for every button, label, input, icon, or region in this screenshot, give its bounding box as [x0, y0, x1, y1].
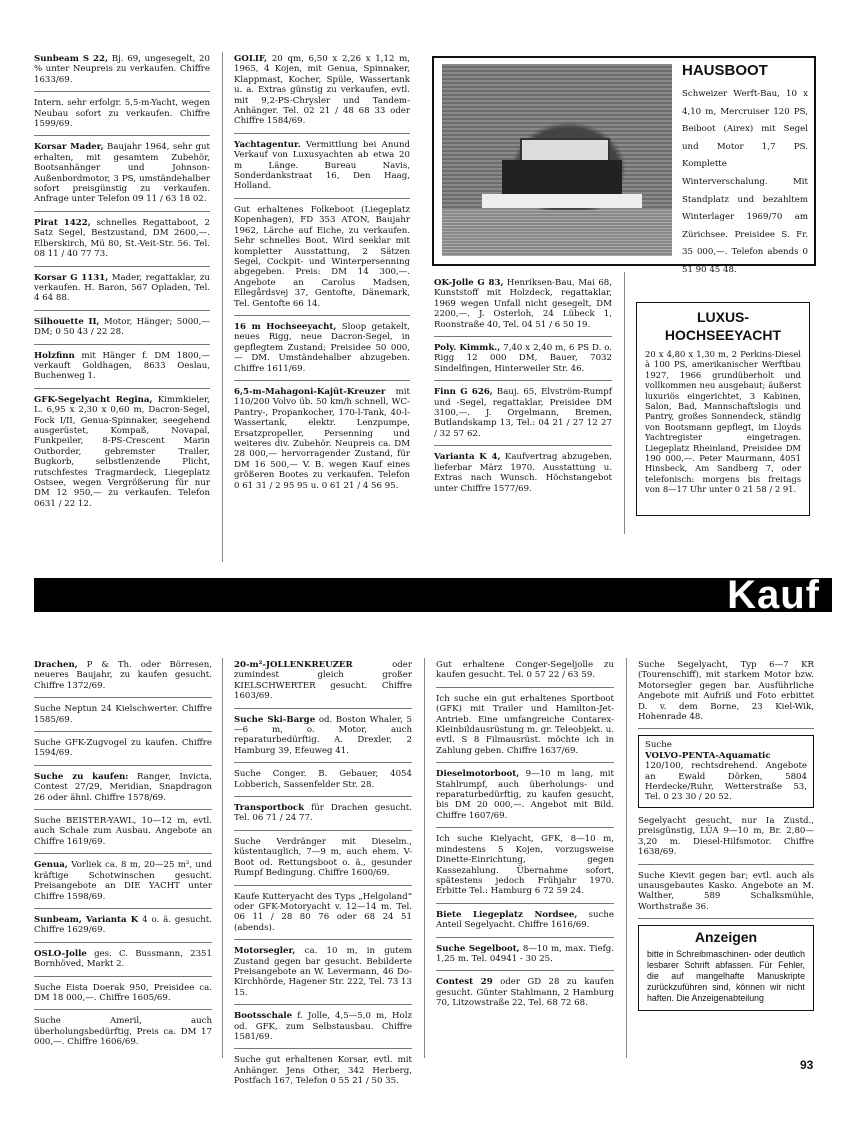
ad-text: Gut erhaltenes Folkeboot (Liegeplatz Kopenhagen), FD 353 ATON, Baujahr 1962, Lärche auf Eiche, zu verkaufen. Sehr schnelles Boot. Wird seeklar mit kompletter Ausstattung, 2 Sätzen Segel, Cockpit- und Winterpersenning abgegeben. Preis: DM 14 300,—. Angebote an Carolus Madsen, Ellegårdsvej 37, Gentofte, Dänemark, Tel. Gentofte 66 14. [234, 204, 410, 309]
ad-headline: Pirat 1422, [34, 217, 91, 228]
bottom-column-2 [234, 660, 412, 1099]
ad-text: Suche GFK-Zugvogel zu kaufen. Chiffre 1594/69. [34, 738, 212, 759]
classified-ad [234, 803, 412, 831]
ad-text: 8—10 m, max. Tiefg. 1,25 m. Tel. 04941 - 30 25. [436, 943, 614, 964]
classified-ad [436, 910, 614, 938]
volvo-line-2: VOLVO-PENTA-Aquamatic [645, 750, 771, 761]
classified-ad [234, 715, 412, 764]
classified-ad [434, 452, 612, 500]
classified-ad [234, 660, 412, 709]
classified-ad [34, 142, 210, 211]
column-divider [626, 658, 627, 1058]
ad-headline: Sunbeam S 22, [34, 54, 109, 64]
ad-text: P & Th. oder Börresen, neueres Baujahr, zu kaufen gesucht. Chiffre 1372/69. [34, 660, 212, 691]
luxus-text: 20 x 4,80 x 1,30 m, 2 Perkins-Diesel à 100 PS, amerikanischer Werftbau 1927, 1966 grundüberholt und vollkommen neu ausgebaut; äußerst luxuriös eingerichtet, 3 Kabinen, Salon, Bad, Mannschaftslogis und Pantry, großes Sonnendeck, ständig von Bootsmann gepflegt, im Lloyds Yachtregister eingetragen. Liegeplatz Rheinland, Preisidee DM 190 000,—. Peter Maurmann, 4051 Hinsbeck, Am Sandberg 7, oder telefonisch: morgens bis freitags von 8—17 Uhr unter 0 21 58 / 2 91. [645, 349, 801, 495]
ad-text: oder GD 28 zu kaufen gesucht. Günter Stahlmann, 2 Hamburg 70, Litzowstraße 22, Tel. 68 72 68. [436, 977, 614, 1009]
classified-ad [234, 54, 410, 134]
classified-ad [434, 343, 612, 381]
column-divider [624, 272, 625, 534]
classified-ad [34, 273, 210, 311]
top-column-2 [234, 54, 410, 503]
ad-text: ges. C. Bussmann, 2351 Bornhöved, Markt 2. [34, 948, 212, 970]
ad-headline: Contest 29 [436, 977, 493, 988]
ad-headline: Varianta K 4, [434, 452, 501, 463]
classified-ad [436, 834, 614, 903]
ad-text: Ranger, Invicta, Contest 27/29, Meridian, Snapdragon 26 oder ähnl. Chiffre 1578/69. [34, 771, 212, 803]
classified-ad [34, 1016, 212, 1053]
ad-text: Sloop getakelt, neues Rigg, neue Dacron-Segel, in gepflegtem Zustand; Preisidee 50 000,— DM. Umständehalber abzugeben. Chiffre 1611/69. [234, 321, 410, 374]
ad-text: für Drachen gesucht. Tel. 06 71 / 24 77. [234, 803, 412, 824]
ad-text: Kaufvertrag abzugeben, lieferbar März 1970. Ausstattung u. Extras nach Wunsch. Höchstangebot unter Chiffre 1577/69. [434, 452, 612, 494]
bottom-column-1 [34, 660, 212, 1060]
classified-ad [436, 660, 614, 688]
classified-ad [234, 769, 412, 797]
ad-text: Suche BEISTER-YAWL, 10—12 m, evtl. auch Schale zum Ausbau. Angebote an Chiffre 1619/69. [34, 816, 212, 847]
ad-text: 9—10 m lang, mit Stahlrumpf, auch überholungs- und reparaturbedürftig, zu kaufen gesucht, bis DM 20 000,—. Angebot mit Bild. Chiffre 1607/69. [436, 769, 614, 821]
ad-text: 4 o. ä. gesucht. Chiffre 1629/69. [34, 914, 212, 936]
page-number: 93 [800, 1058, 814, 1072]
ad-headline: OSLO-Jolle [34, 948, 87, 959]
ad-headline: Finn G 626, [434, 387, 493, 398]
column-divider [222, 52, 223, 562]
anzeigen-title: Anzeigen [694, 929, 758, 946]
ad-text: ca. 10 m, in gutem Zustand gegen bar gesucht. Bebilderte Preisangebote an W. Levermann, 46 Do-Kirchhörde, Hagener Str. 222, Tel. 73 13 15. [234, 946, 412, 998]
ad-headline: Dieselmotorboot, [436, 769, 520, 780]
houseboat-photo [442, 64, 672, 256]
ad-text: Suche Eista Doerak 950, Preisidee ca. DM 18 000,—. Chiffre 1605/69. [34, 982, 212, 1003]
luxus-hochseeyacht-ad [636, 302, 810, 516]
anzeigen-notice [638, 925, 814, 1010]
classified-ad [234, 140, 410, 199]
ad-headline: Korsar G 1131, [34, 272, 109, 283]
classified-ad [34, 54, 210, 92]
ad-text: mit Hänger f. DM 1800,— verkauft Goldhagen, 8633 Oeslau, Buchenweg 1. [34, 350, 210, 382]
classified-ad [436, 769, 614, 828]
ad-text: Ich suche Kielyacht, GFK, 8—10 m, mindestens 5 Kojen, vorzugsweise Dinette-Einrichtung, gegen Kassezahlung. Übernahme sofort, spätestens jedoch Frühjahr 1970. Erbitte Tel.: Hamburg 6 72 59 24. [436, 834, 614, 897]
volvo-text: 120/100, rechtsdrehend. Angebote an Ewald Dörken, 5804 Herdecke/Ruhr, Wetterstraße 53, Tel. 0 23 30 / 20 52. [645, 761, 807, 803]
ad-text: Bj. 69, ungesegelt, 20 % unter Neupreis zu verkaufen. Chiffre 1633/69. [34, 54, 210, 85]
ad-headline: Silhouette II, [34, 316, 100, 327]
bottom-column-4 [638, 660, 814, 1011]
ad-headline: Transportbock [234, 803, 305, 814]
classified-ad [34, 860, 212, 909]
classified-ad: Suche Segelyacht, Typ 6—7 KR (Tourenschiff), mit starkem Motor bzw. Motorsegler gegen bar. Ausführliche Angebote mit Aufriß und Foto erbittet D. v. dem Borne, 23 Kiel-Wik, Hohenrade 48. [638, 660, 814, 729]
ad-text: Henriksen-Bau, Mai 68, Kunststoff mit Holzdeck, regattaklar, 1969 wegen Unfall nicht gesegelt, DM 2200,—. J. Osterloh, 24 Lübeck 1, Roonstraße 40, Tel. 04 51 / 6 50 19. [434, 278, 612, 330]
classified-ad [234, 892, 412, 941]
classified-ad [436, 694, 614, 763]
volvo-penta-ad [638, 735, 814, 807]
classified-ad [234, 837, 412, 886]
ad-headline: OK-Jolle G 83, [434, 278, 504, 288]
ad-headline: Genua, [34, 860, 68, 871]
ad-text: Suche Conger. B. Gebauer, 4054 Lobberich, Sassenfelder Str. 28. [234, 769, 412, 790]
ad-text: Suche Verdränger mit Dieselm., küstentauglich, 7—9 m, auch ehem. V-Boot od. Rettungsboot o. ä., gesunder Rumpf Bedingung. Chiffre 1600/69. [234, 836, 412, 879]
ad-headline: 16 m Hochseeyacht, [234, 321, 337, 332]
ad-text: Kimmkieler, L. 6,95 x 2,30 x 0,60 m, Dacron-Segel, Fock I/II, Genua-Spinnaker, seegehend ausgerüstet, Kompaß, Novapal, Funkpeiler, 8-PS-Crescent Marin Outborder, gebremster Trailer, Bugkorb, selbstlenzende Plicht, rutschfestes Tragmardeck, Liegeplatz Ostsee, wegen Vergrößerung für nur DM 12 950,— zu verkaufen. Telefon 0631 / 22 12. [34, 394, 210, 509]
luxus-title-1: LUXUS- [696, 309, 750, 325]
bottom-column-3 [436, 660, 614, 1021]
ad-text: Suche gut erhaltenen Korsar, evtl. mit Anhänger. Jens Other, 342 Herberg, Postfach 167, Telefon 0 55 21 / 50 35. [234, 1055, 412, 1087]
classified-ad [34, 660, 212, 698]
classified-ad: Suche Kievit gegen bar; evtl. auch als unausgebautes Kasko. Angebote an M. Walther, 589 Schalksmühle, Worthstraße 36. [638, 871, 814, 920]
classified-ad [436, 977, 614, 1014]
ad-text: mit 110/200 Volvo üb. 50 km/h schnell, WC-Pantry-, Propankocher, 170-l-Tank, 40-l-Wassertank, elektr. Lenzpumpe, Ersatzpropeller, Persenning und weiteres div. Zubehör. Neupreis ca. DM 28 000,— hervorragender Zustand, für DM 16 500,— V. B. wegen Kauf eines größeren Bootes zu verkaufen. Telefon 0 61 31 / 2 95 95 u. 0 61 21 / 4 56 95. [234, 386, 410, 491]
ad-headline: Suche Ski-Barge [234, 714, 316, 725]
classified-ad [234, 205, 410, 316]
classified-ad [234, 1011, 412, 1049]
ad-text: Vermittlung bei Anund Verkauf von Luxusyachten ab etwa 20 m Länge. Bureau Navis, Sonderdankstraat 16, Den Haag, Holland. [234, 139, 410, 192]
ad-text: Ich suche ein gut erhaltenes Sportboot (GFK) mit Trailer und Hamilton-Jet-Antrieb. Eine umfangreiche Contarex-Kleinbildausrüstung m. gr. Teleobjekt. u. evtl. S 8 Filmausrüst. möchte ich in Zahlung geben. Chiffre 1637/69. [436, 693, 614, 756]
column-divider [424, 658, 425, 1058]
classified-ad [34, 218, 210, 267]
ad-headline: Drachen, [34, 660, 78, 670]
classified-ad [34, 772, 212, 810]
hausboot-title: HAUSBOOT [682, 62, 768, 79]
classified-ad [34, 983, 212, 1011]
ad-headline: Motorsegler, [234, 946, 296, 957]
hausboot-text: Schweizer Werft-Bau, 10 x 4,10 m, Mercruiser 120 PS, Beiboot (Airex) mit Segel und Motor 1,7 PS. Komplette Winterverschalung. Mit Standplatz und bezahltem Winterlager 1969/70 am Zürichsee. Preisidee S. Fr. 35 000,—. Telefon abends 0 51 90 45 48. [682, 89, 808, 275]
top-column-3 [434, 278, 612, 506]
classified-ad [234, 946, 412, 1005]
classified-ad [34, 351, 210, 389]
hausboot-ad [432, 56, 816, 275]
ad-text: od. Boston Whaler, 5—6 m, o. Motor, auch reparaturbedürftig. A. Drexler, 2 Hamburg 39, Efeuweg 41. [234, 714, 412, 756]
ad-text: Baujahr 1964, sehr gut erhalten, mit gesamtem Zubehör, Bootsanhänger und Johnson-Außenbordmotor, 3 PS, umständehalber sofort preisgünstig zu verkaufen. Anfrage unter Telefon 09 11 / 63 18 02. [34, 142, 210, 205]
ad-headline: Korsar Mader, [34, 142, 104, 153]
classified-ad [436, 944, 614, 972]
volvo-line-1: Suche [645, 740, 672, 751]
ad-text: Intern. sehr erfolgr. 5,5-m-Yacht, wegen Neubau sofort zu verkaufen. Chiffre 1599/69. [34, 98, 210, 130]
ad-headline: GOLIF, [234, 54, 268, 64]
classified-ad [434, 278, 612, 337]
classified-ad [34, 949, 212, 977]
classified-ad [34, 98, 210, 136]
classified-ad [234, 322, 410, 381]
ad-text: Bauj. 65, Elvström-Rumpf und -Segel, regattaklar, Preisidee DM 3100,—. J. Orgelmann, Bremen, Butlandskamp 13, Tel.: 04 21 / 27 12 27 / 32 57 62. [434, 387, 612, 439]
classified-ad [34, 395, 210, 515]
ad-headline: Bootsschale [234, 1011, 293, 1022]
classified-ad [34, 915, 212, 943]
ad-text: f. Jolle, 4,5—5,0 m, Holz od. GFK, zum Selbstausbau. Chiffre 1581/69. [234, 1011, 412, 1042]
ad-headline: Poly. Kimmk., [434, 343, 501, 354]
classified-ad [434, 387, 612, 446]
ad-headline: Suche zu kaufen: [34, 771, 129, 782]
classified-ad [234, 1055, 412, 1092]
ad-text: Motor, Hänger; 5000,— DM; 0 50 43 / 22 28. [34, 316, 210, 338]
ad-headline: Holzfinn [34, 350, 75, 361]
ad-text: 20 qm, 6,50 x 2,26 x 1,12 m, 1965, 4 Kojen, mit Genua, Spinnaker, Klappmast, Kocher, Spüle, Wassertank u. a. Extras günstig zu verkaufen, evtl. mit 9,2-PS-Chrysler und Tandem-Anhänger. Tel. 02 21 / 48 68 33 oder Chiffre 1584/69. [234, 54, 410, 127]
ad-text: Suche Neptun 24 Kielschwerter. Chiffre 1585/69. [34, 704, 212, 725]
anzeigen-text: bitte in Schreibmaschinen- oder deutlich lesbarer Schrift abfassen. Für Fehler, die auf mangelhafte Manuskripte zurückzuführen sind, können wir nicht haften. Die Anzeigenabteilung [647, 948, 805, 1003]
ad-text: suche Anteil Segelyacht. Chiffre 1616/69. [436, 909, 614, 931]
ad-text: Suche Ameril, auch überholungsbedürftig, Preis ca. DM 17 000,—. Chiffre 1606/69. [34, 1016, 212, 1048]
ad-headline: GFK-Segelyacht Regina, [34, 394, 153, 405]
ad-headline: Biete Liegeplatz Nordsee, [436, 909, 578, 920]
ad-text: 7,40 x 2,40 m, 6 PS D. o. Rigg 12 000 DM, Bauer, 7032 Sindelfingen, Hinterweiler Str. 46. [434, 343, 613, 374]
kauf-banner [34, 573, 832, 617]
classified-ad [34, 738, 212, 766]
classified-ad [34, 317, 210, 345]
classified-ad [34, 816, 212, 854]
classified-ad: Segelyacht gesucht, nur Ia Zustd., preisgünstig, LÜA 9—10 m, Br. 2,80—3,20 m. Diesel-Hilfsmotor. Chiffre 1638/69. [638, 816, 814, 865]
kauf-heading: Kauf [727, 573, 820, 617]
classified-ad [34, 704, 212, 732]
ad-headline: Sunbeam, Varianta K [34, 914, 139, 925]
classified-ad [234, 387, 410, 497]
ad-text: Vorliek ca. 8 m, 20—25 m², und kräftige Schotwinschen gesucht. Preisangebote an DIE YACHT unter Chiffre 1598/69. [34, 860, 212, 902]
ad-text: Mader, regattaklar, zu verkaufen. H. Baron, 567 Opladen, Tel. 4 64 88. [34, 272, 210, 304]
top-column-1 [34, 54, 210, 521]
ad-text: oder zumindest gleich großer KIELSCHWERTER gesucht. Chiffre 1603/69. [234, 660, 412, 702]
column-divider [222, 658, 223, 1058]
ad-headline: Yachtagentur. [234, 139, 301, 150]
ad-text: Kaufe Kutteryacht des Typs „Helgoland“ oder GFK-Motoryacht v. 12—14 m. Tel. 06 11 / 28 80 76 oder 68 24 51 (abends). [234, 891, 412, 933]
luxus-title-2: HOCHSEEYACHT [664, 327, 782, 343]
ad-headline: 6,5-m-Mahagoni-Kajüt-Kreuzer [234, 386, 386, 397]
ad-headline: Suche Segelboot, [436, 943, 520, 954]
ad-text: Gut erhaltene Conger-Segeljolle zu kaufen gesucht. Tel. 0 57 22 / 63 59. [436, 660, 614, 681]
ad-text: schnelles Regattaboot, 2 Satz Segel, Bestzustand, DM 2600,—. Elberskirch, Mü 80, St.-Veit-Str. 56. Tel. 08 11 / 40 77 73. [34, 217, 210, 260]
ad-headline: 20-m²-JOLLENKREUZER [234, 660, 353, 670]
